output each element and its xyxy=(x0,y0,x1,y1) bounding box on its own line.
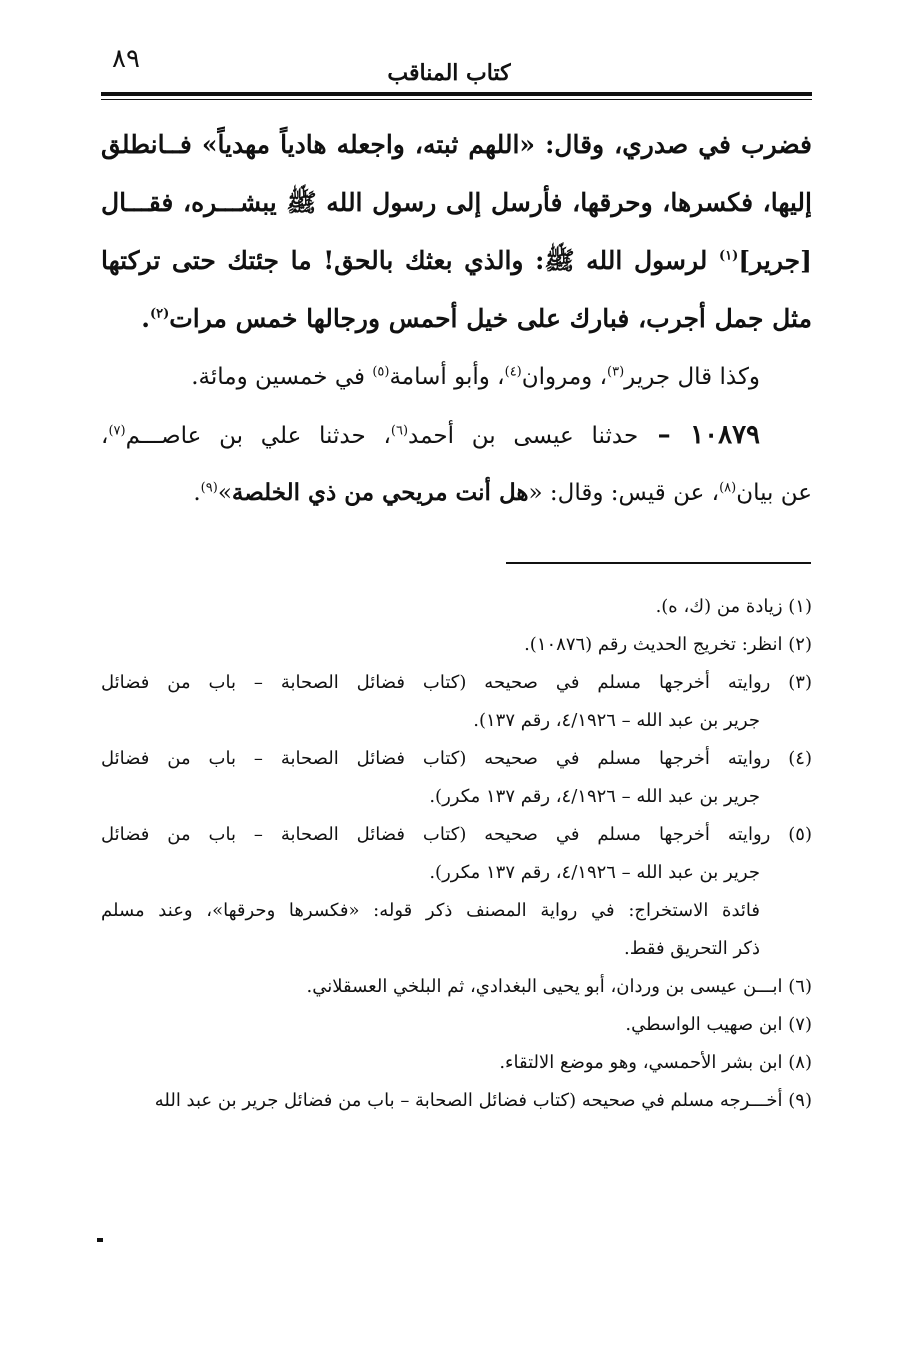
footnote: (٧) ابن صهيب الواسطي. xyxy=(625,1014,812,1035)
header-rule-thin xyxy=(101,99,812,100)
hadith-dash: – xyxy=(638,420,691,450)
footnote-ref: (٦) xyxy=(390,423,409,439)
footnote: (٦) ابـــن عيسى بن وردان، أبو يحيى البغدادي، ثم البلخي العسقلاني. xyxy=(306,976,812,997)
footnote-ref: (١) xyxy=(719,248,739,264)
footnote: (٥) روايته أخرجها مسلم في صحيحه (كتاب فضائل الصحابة – باب من فضائل xyxy=(101,824,812,845)
text-segment: ، حدثنا علي بن عاصـــم xyxy=(125,423,391,449)
text-segment: وكذا قال جرير xyxy=(624,364,760,390)
footnote-ref: (٧) xyxy=(108,423,126,439)
continuation-mark xyxy=(97,1238,103,1242)
text-segment: ، وأبو أسامة xyxy=(389,364,505,390)
text-segment: » xyxy=(217,480,232,506)
footnote: (٤) روايته أخرجها مسلم في صحيحه (كتاب فضائل الصحابة – باب من فضائل xyxy=(101,748,812,769)
hadith-line xyxy=(101,406,812,464)
chapter-title: كتاب المناقب xyxy=(387,60,511,86)
footnote-note: فائدة الاستخراج: في رواية المصنف ذكر قوله: «فكسرها وحرقها»، وعند مسلم xyxy=(101,900,760,921)
footnote-ref: (٢) xyxy=(149,306,170,322)
footnote-ref: (٤) xyxy=(504,364,522,380)
text-segment: . xyxy=(193,480,201,506)
footnote-continuation: جرير بن عبد الله – ٤/١٩٢٦، رقم ١٣٧ مكرر). xyxy=(429,786,760,807)
footnote: (٨) ابن بشر الأحمسي، وهو موضع الالتقاء. xyxy=(499,1052,812,1073)
text-segment: حدثنا عيسى بن أحمد xyxy=(408,423,639,449)
footnote-continuation: ذكر التحريق فقط. xyxy=(624,938,760,959)
footnote-continuation: جرير بن عبد الله – ٤/١٩٢٦، رقم ١٣٧). xyxy=(473,710,760,731)
footnote: (٩) أخـــرجه مسلم في صحيحه (كتاب فضائل الصحابة – باب من فضائل جرير بن عبد الله xyxy=(154,1090,812,1111)
hadith-line xyxy=(101,464,812,522)
main-text xyxy=(101,116,812,522)
hadith-quote: هل أنت مريحي من ذي الخلصة xyxy=(231,479,529,506)
footnote-ref: (٩) xyxy=(200,480,218,496)
text-segment: مثل جمل أجرب، فبارك على خيل أحمس ورجالها خمس مرات xyxy=(169,304,812,333)
header-rule-thick xyxy=(101,92,812,96)
text-segment: لرسول الله ﷺ: والذي بعثك بالحق! ما جئتك حتى تركتها xyxy=(101,246,708,275)
footnote-ref: (٣) xyxy=(607,364,625,380)
text-line xyxy=(101,232,812,290)
footnote: (٢) انظر: تخريج الحديث رقم (١٠٨٧٦). xyxy=(524,634,812,655)
text-line: مثل جمل أجرب، فبارك على خيل أحمس ورجالها خمس مرات$^{(٢)}$. xyxy=(141,304,812,333)
text-segment: ، عن قيس: وقال: « xyxy=(528,480,720,506)
footnote-ref: (٨) xyxy=(719,480,737,496)
text-segment: في خمسين ومائة. xyxy=(191,364,373,390)
footnote-separator xyxy=(506,562,811,564)
footnote: (٣) روايته أخرجها مسلم في صحيحه (كتاب فضائل الصحابة – باب من فضائل xyxy=(101,672,812,693)
text-line: إليها، فكسرها، وحرقها، فأرسل إلى رسول الله ﷺ يبشـــره، فقـــال xyxy=(101,188,812,217)
narrators-line xyxy=(101,348,812,406)
footnote-continuation: جرير بن عبد الله – ٤/١٩٢٦، رقم ١٣٧ مكرر). xyxy=(429,862,760,883)
text-segment: ، ومروان xyxy=(521,364,607,390)
footnotes xyxy=(101,588,812,1120)
page-number: ٨٩ xyxy=(112,44,140,74)
footnote: (١) زيادة من (ك، ه). xyxy=(655,596,812,617)
hadith-number: ١٠٨٧٩ xyxy=(690,420,760,450)
footnote-ref: (٥) xyxy=(372,364,390,380)
text-segment: عن بيان xyxy=(736,480,812,506)
text-line: فضرب في صدري، وقال: «اللهم ثبته، واجعله هادياً مهدياً» فــانطلق xyxy=(101,130,812,159)
text-segment: ، xyxy=(101,423,109,449)
bracketed-name: [جرير] xyxy=(738,246,812,275)
